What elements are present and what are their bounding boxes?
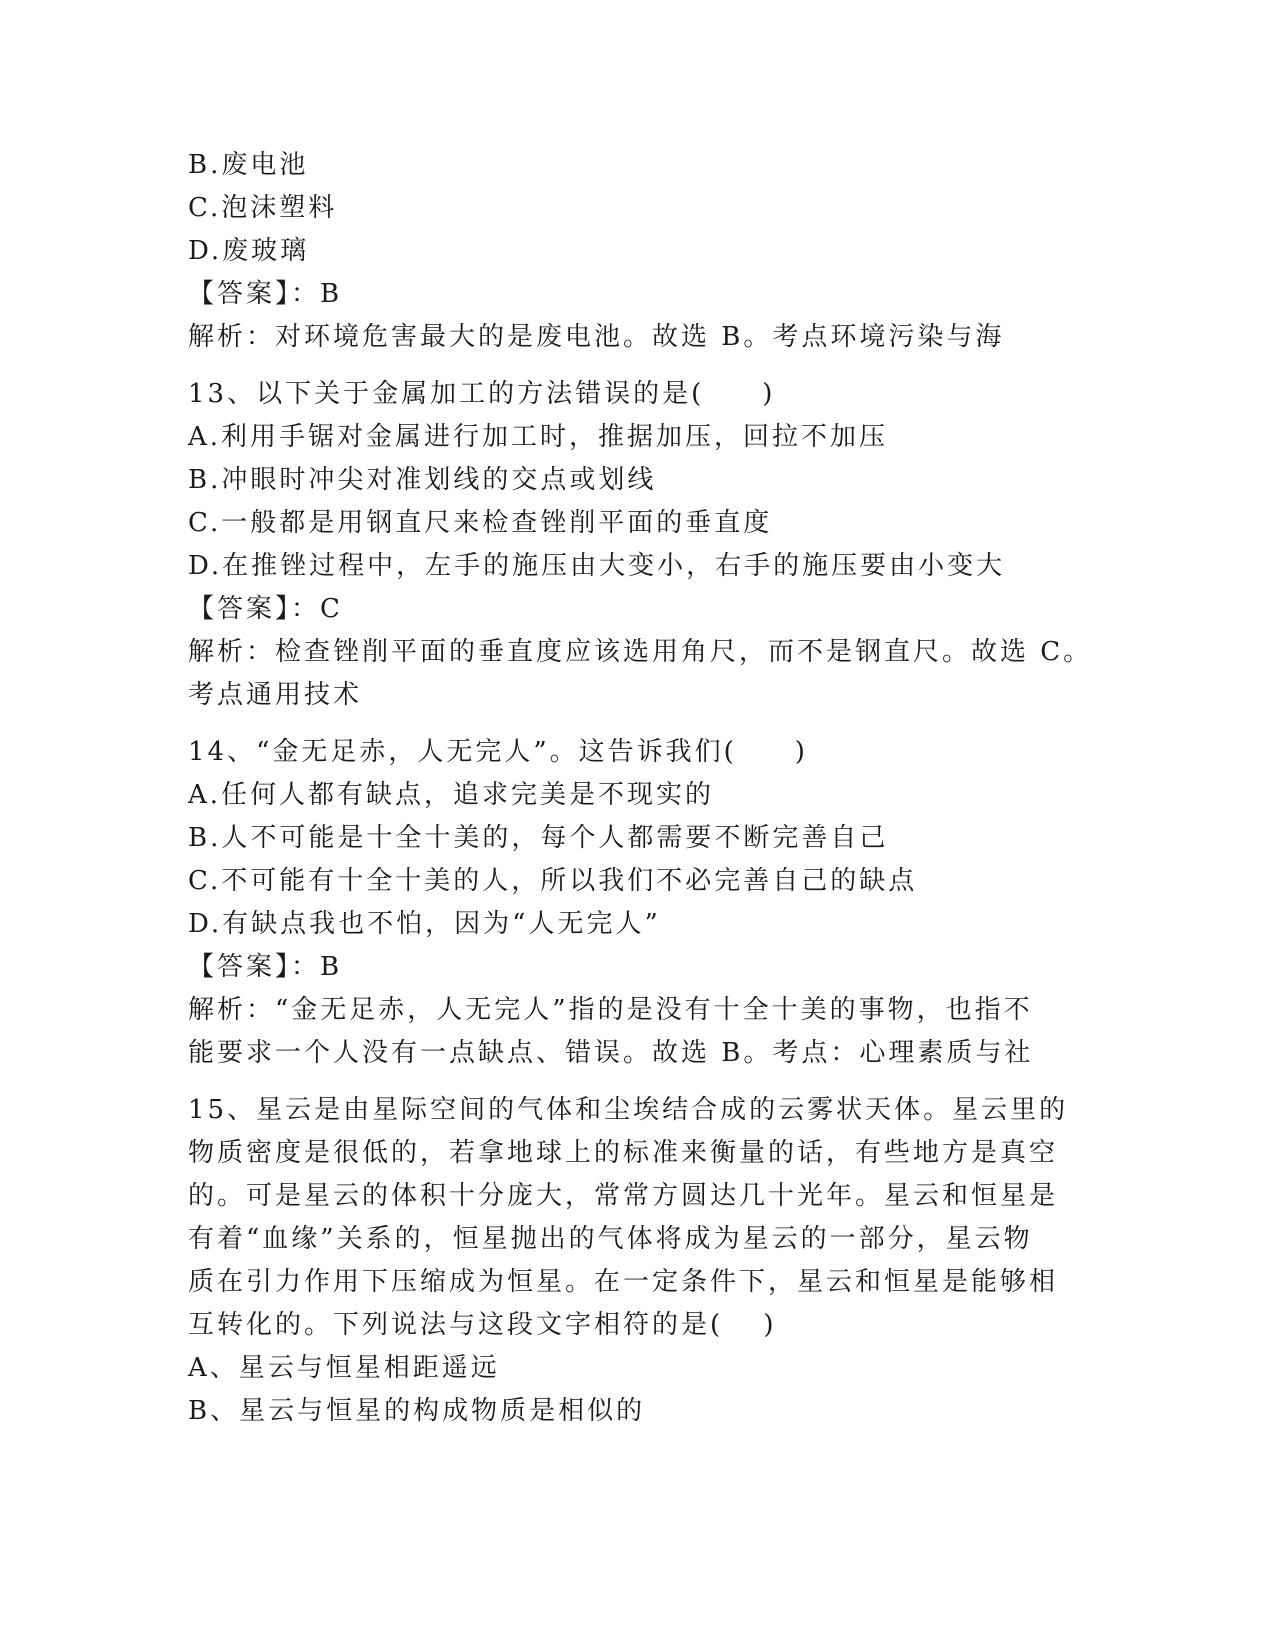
q13-option-c: C.一般都是用钢直尺来检查锉削平面的垂直度: [188, 508, 773, 538]
question-12-continuation: [188, 144, 1088, 359]
q12-option-d: D.废玻璃: [188, 236, 310, 266]
q15-text-line-2: 物质密度是很低的，若拿地球上的标准来衡量的话，有些地方是真空: [188, 1138, 1059, 1168]
q15-text-line-1: 15、星云是由星际空间的气体和尘埃结合成的云雾状天体。星云里的: [188, 1095, 1069, 1125]
q14-option-b: B.人不可能是十全十美的，每个人都需要不断完善自己: [188, 823, 889, 853]
q13-question: 13、以下关于金属加工的方法错误的是( ): [188, 379, 776, 409]
q15-option-b: B、星云与恒星的构成物质是相似的: [188, 1396, 646, 1426]
question-13: [188, 373, 1093, 717]
q14-question: 14、“金无足赤，人无完人”。这告诉我们( ): [188, 737, 808, 767]
q14-option-c: C.不可能有十全十美的人，所以我们不必完善自己的缺点: [188, 866, 918, 896]
q14-analysis-line-1: 解析：“金无足赤，人无完人”指的是没有十全十美的事物，也指不: [188, 995, 1033, 1025]
q12-option-c: C.泡沫塑料: [188, 193, 338, 223]
q13-option-b: B.冲眼时冲尖对准划线的交点或划线: [188, 465, 657, 495]
q15-text-line-4: 有着“血缘”关系的，恒星抛出的气体将成为星云的一部分，星云物: [188, 1224, 1033, 1254]
question-14: [188, 731, 1088, 1075]
q13-analysis-line-2: 考点通用技术: [188, 680, 363, 710]
q14-answer: 【答案】：B: [188, 952, 343, 982]
q15-text-line-5: 质在引力作用下压缩成为恒星。在一定条件下，星云和恒星是能够相: [188, 1267, 1059, 1297]
q13-option-d: D.在推锉过程中，左手的施压由大变小，右手的施压要由小变大: [188, 551, 1006, 581]
q13-answer: 【答案】：C: [188, 594, 343, 624]
q15-option-a: A、星云与恒星相距遥远: [188, 1353, 500, 1383]
document-page: [188, 144, 1093, 1433]
q15-text-line-3: 的。可是星云的体积十分庞大，常常方圆达几十光年。星云和恒星是: [188, 1181, 1059, 1211]
question-15: [188, 1089, 1088, 1433]
q12-option-b: B.废电池: [188, 150, 309, 180]
q12-analysis: 解析：对环境危害最大的是废电池。故选 B。考点环境污染与海: [188, 322, 1005, 352]
q12-answer: 【答案】：B: [188, 279, 343, 309]
q13-option-a: A.利用手锯对金属进行加工时，推据加压，回拉不加压: [188, 422, 889, 452]
q14-analysis-line-2: 能要求一个人没有一点缺点、错误。故选 B。考点：心理素质与社: [188, 1038, 1034, 1068]
q15-text-line-6: 互转化的。下列说法与这段文字相符的是( ): [188, 1310, 777, 1340]
q14-option-d: D.有缺点我也不怕，因为“人无完人”: [188, 909, 661, 939]
q13-analysis-line-1: 解析：检查锉削平面的垂直度应该选用角尺，而不是钢直尺。故选 C。: [188, 637, 1093, 667]
q14-option-a: A.任何人都有缺点，追求完美是不现实的: [188, 780, 715, 810]
